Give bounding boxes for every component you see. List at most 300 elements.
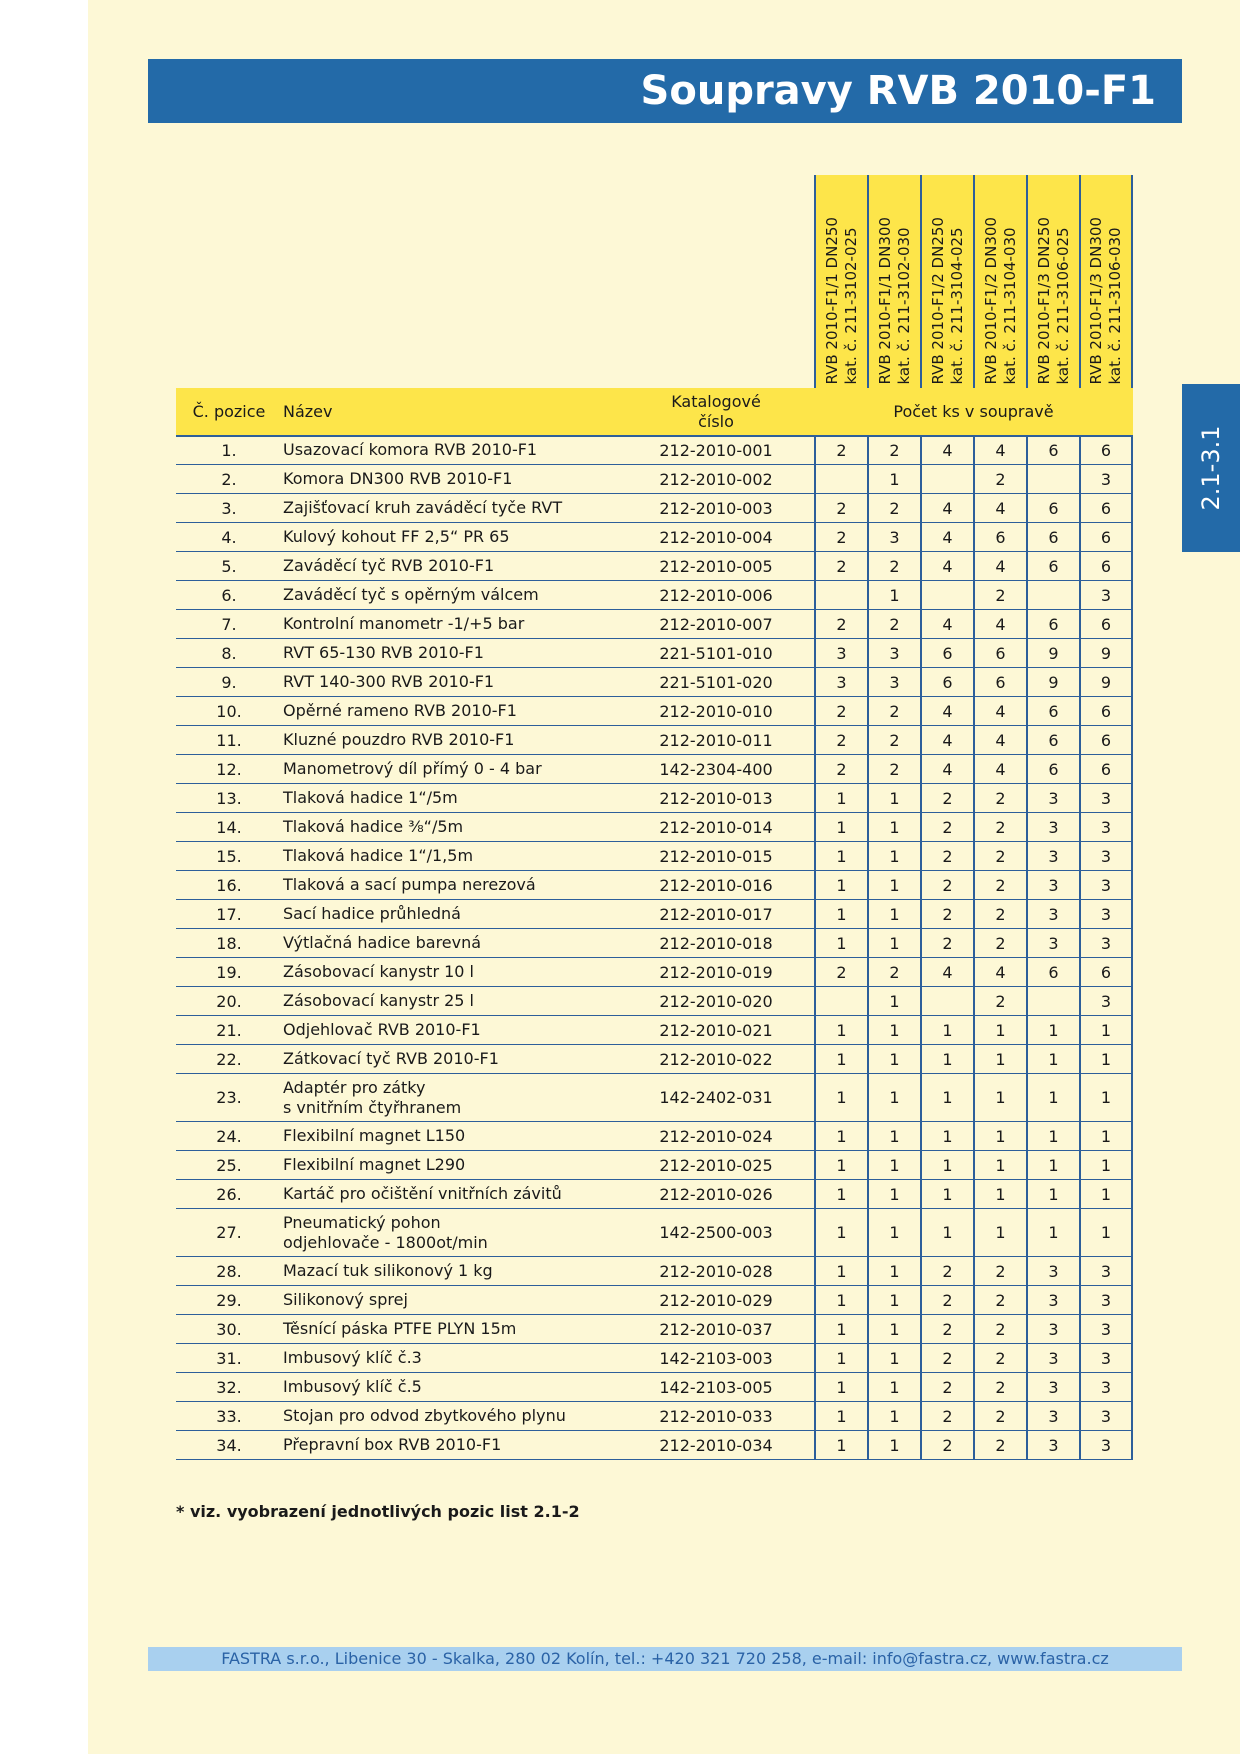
cell-catalog: 212-2010-020 [659, 991, 773, 1011]
variant-name: RVB 2010-F1/3 DN250 [1034, 216, 1053, 384]
cell-catalog: 212-2010-016 [659, 875, 773, 895]
cell-name-text [283, 701, 517, 721]
cell-quantity: 2 [920, 784, 973, 812]
cell-quantity: 6 [1079, 755, 1133, 783]
cell-quantity: 4 [920, 552, 973, 580]
cell-quantity: 2 [814, 697, 867, 725]
cell-quantity: 2 [973, 581, 1026, 609]
cell-quantity: 3 [1079, 1257, 1133, 1285]
variant-catalog: kat. č. 211-3104-025 [947, 226, 966, 384]
cell-quantity: 2 [867, 755, 920, 783]
cell-quantity: 1 [867, 1373, 920, 1401]
cell-quantity: 9 [1026, 668, 1079, 696]
cell-name [283, 1016, 633, 1044]
cell-quantity: 2 [920, 1286, 973, 1314]
cell-position: 11. [216, 730, 242, 750]
cell-position: 22. [216, 1049, 242, 1069]
table-row [176, 755, 1133, 784]
cell-quantity [814, 581, 867, 609]
cell-name-line1: RVT 65-130 RVB 2010-F1 [283, 643, 484, 662]
cell-quantity: 1 [920, 1209, 973, 1256]
cell-name [283, 929, 633, 957]
cell-quantity [920, 581, 973, 609]
cell-quantity: 1 [814, 1074, 867, 1121]
cell-position: 12. [216, 759, 242, 779]
cell-name-line1: Zátkovací tyč RVB 2010-F1 [283, 1049, 499, 1068]
cell-catalog: 212-2010-010 [659, 701, 773, 721]
variant-header [920, 175, 973, 388]
variant-header [1026, 175, 1079, 388]
cell-quantity: 2 [814, 523, 867, 551]
cell-catalog: 212-2010-024 [659, 1126, 773, 1146]
cell-quantity: 1 [814, 1431, 867, 1459]
cell-quantity: 1 [1026, 1045, 1079, 1073]
cell-catalog: 212-2010-022 [659, 1049, 773, 1069]
table-row [176, 726, 1133, 755]
cell-quantity: 1 [920, 1016, 973, 1044]
cell-quantity: 1 [973, 1209, 1026, 1256]
cell-quantity: 4 [973, 726, 1026, 754]
cell-name-text [283, 1078, 461, 1118]
cell-quantity: 2 [920, 813, 973, 841]
cell-name-line1: Kontrolní manometr -1/+5 bar [283, 614, 525, 633]
variant-catalog: kat. č. 211-3106-025 [1053, 226, 1072, 384]
cell-quantity: 3 [1079, 1373, 1133, 1401]
cell-quantity: 3 [1026, 1402, 1079, 1430]
cell-quantity: 2 [973, 871, 1026, 899]
table-row [176, 610, 1133, 639]
cell-name [283, 784, 633, 812]
cell-quantity: 2 [973, 842, 1026, 870]
cell-position: 26. [216, 1184, 242, 1204]
cell-position: 27. [216, 1223, 242, 1242]
variant-catalog: kat. č. 211-3102-030 [894, 226, 913, 384]
cell-quantity: 2 [973, 1402, 1026, 1430]
cell-catalog: 142-2103-003 [659, 1348, 773, 1368]
cell-quantity: 3 [1026, 842, 1079, 870]
cell-name-line1: Zaváděcí tyč RVB 2010-F1 [283, 556, 495, 575]
cell-catalog: 212-2010-013 [659, 788, 773, 808]
cell-position: 23. [216, 1088, 242, 1107]
cell-name-text [283, 1049, 499, 1069]
cell-quantity: 6 [1079, 697, 1133, 725]
cell-quantity: 1 [867, 900, 920, 928]
cell-quantity: 1 [973, 1074, 1026, 1121]
cell-name-line1: Tlaková hadice 1“/5m [283, 788, 458, 807]
cell-quantity: 1 [867, 1209, 920, 1256]
cell-quantity: 1 [1079, 1016, 1133, 1044]
cell-catalog: 212-2010-007 [659, 614, 773, 634]
cell-name [283, 668, 633, 696]
cell-name-line1: Komora DN300 RVB 2010-F1 [283, 469, 513, 488]
cell-quantity: 3 [1079, 1431, 1133, 1459]
cell-name-text [283, 904, 461, 924]
cell-name [283, 1074, 633, 1121]
cell-position: 33. [216, 1406, 242, 1426]
cell-name-line1: RVT 140-300 RVB 2010-F1 [283, 672, 495, 691]
cell-name-line1: Tlaková hadice ⅜“/5m [283, 817, 464, 836]
cell-quantity: 1 [1026, 1180, 1079, 1208]
cell-position: 7. [221, 614, 237, 634]
cell-catalog: 142-2103-005 [659, 1377, 773, 1397]
table-row [176, 465, 1133, 494]
cell-quantity: 2 [867, 494, 920, 522]
cell-name [283, 697, 633, 725]
title-bar [148, 59, 1182, 123]
cell-quantity: 6 [1026, 958, 1079, 986]
cell-quantity: 2 [814, 436, 867, 464]
cell-name-text [283, 1319, 516, 1339]
cell-name-line1: Manometrový díl přímý 0 - 4 bar [283, 759, 542, 778]
cell-name [283, 755, 633, 783]
cell-quantity: 1 [973, 1151, 1026, 1179]
cell-quantity: 1 [1026, 1074, 1079, 1121]
cell-catalog: 212-2010-019 [659, 962, 773, 982]
cell-quantity: 6 [920, 668, 973, 696]
cell-catalog: 142-2304-400 [659, 759, 773, 779]
cell-name-line1: Flexibilní magnet L290 [283, 1155, 466, 1174]
cell-quantity: 1 [973, 1016, 1026, 1044]
cell-quantity: 6 [1079, 552, 1133, 580]
cell-quantity: 6 [1079, 523, 1133, 551]
table-row [176, 1402, 1133, 1431]
cell-quantity: 4 [920, 726, 973, 754]
cell-quantity: 2 [973, 900, 1026, 928]
cell-name-text [283, 643, 484, 663]
cell-catalog: 142-2402-031 [659, 1088, 773, 1107]
cell-quantity: 2 [973, 813, 1026, 841]
cell-name-text [283, 556, 494, 576]
cell-quantity: 6 [1026, 610, 1079, 638]
cell-quantity: 1 [1079, 1180, 1133, 1208]
cell-name-text [283, 1406, 566, 1426]
cell-quantity: 3 [1079, 1315, 1133, 1343]
page-title: Soupravy RVB 2010-F1 [640, 68, 1156, 114]
cell-name-line1: Tlaková a sací pumpa nerezová [283, 875, 536, 894]
cell-quantity: 2 [814, 726, 867, 754]
cell-position: 14. [216, 817, 242, 837]
cell-name [283, 1315, 633, 1343]
footer-contact: FASTRA s.r.o., Libenice 30 - Skalka, 280 02 Kolín, tel.: +420 321 720 258, e-mail: info@fastra.cz, www.fastra.cz [221, 1649, 1109, 1668]
table-row [176, 523, 1133, 552]
cell-name [283, 1180, 633, 1208]
cell-quantity: 1 [814, 929, 867, 957]
cell-quantity: 4 [973, 436, 1026, 464]
cell-name [283, 1431, 633, 1459]
variant-name: RVB 2010-F1/1 DN300 [875, 216, 894, 384]
cell-quantity: 1 [920, 1151, 973, 1179]
cell-quantity: 2 [920, 1344, 973, 1372]
cell-quantity: 9 [1079, 668, 1133, 696]
cell-name-line1: Výtlačná hadice barevná [283, 933, 482, 952]
table-row [176, 842, 1133, 871]
cell-position: 25. [216, 1155, 242, 1175]
cell-name-text [283, 962, 474, 982]
cell-name-line1: Pneumatický pohon [283, 1212, 441, 1232]
cell-quantity: 4 [920, 610, 973, 638]
cell-quantity: 1 [867, 1257, 920, 1285]
cell-name-text [283, 440, 537, 460]
cell-quantity: 1 [867, 1286, 920, 1314]
table-row [176, 552, 1133, 581]
variant-header [973, 175, 1026, 388]
table-row [176, 1344, 1133, 1373]
table-row [176, 581, 1133, 610]
cell-quantity: 3 [1079, 1344, 1133, 1372]
cell-quantity: 1 [814, 1373, 867, 1401]
cell-quantity: 1 [1079, 1151, 1133, 1179]
cell-quantity: 6 [1079, 494, 1133, 522]
cell-catalog: 212-2010-025 [659, 1155, 773, 1175]
cell-quantity: 1 [867, 1344, 920, 1372]
cell-quantity: 2 [867, 436, 920, 464]
cell-catalog: 212-2010-029 [659, 1290, 773, 1310]
cell-quantity: 1 [814, 1286, 867, 1314]
cell-position: 13. [216, 788, 242, 808]
cell-quantity: 2 [973, 784, 1026, 812]
cell-name-line1: Odjehlovač RVB 2010-F1 [283, 1020, 481, 1039]
table-row [176, 494, 1133, 523]
cell-position: 8. [221, 643, 237, 663]
cell-quantity: 1 [814, 1016, 867, 1044]
cell-quantity: 2 [973, 1431, 1026, 1459]
variant-name: RVB 2010-F1/1 DN250 [822, 216, 841, 384]
cell-name-line1: Silikonový sprej [283, 1290, 408, 1309]
cell-name-text [283, 1126, 465, 1146]
cell-catalog: 221-5101-020 [659, 672, 773, 692]
cell-name-line1: Zajišťovací kruh zaváděcí tyče RVT [283, 498, 563, 517]
cell-catalog: 212-2010-018 [659, 933, 773, 953]
table-row [176, 900, 1133, 929]
table-row [176, 668, 1133, 697]
cell-name-line1: Zaváděcí tyč s opěrným válcem [283, 585, 539, 604]
cell-quantity: 6 [1026, 552, 1079, 580]
cell-name [283, 987, 633, 1015]
cell-quantity: 1 [1026, 1209, 1079, 1256]
cell-quantity: 3 [1079, 871, 1133, 899]
cell-position: 21. [216, 1020, 242, 1040]
cell-catalog: 212-2010-005 [659, 556, 773, 576]
cell-quantity: 4 [920, 523, 973, 551]
header-position: Č. pozice [192, 402, 266, 421]
cell-quantity: 4 [920, 697, 973, 725]
cell-quantity: 1 [814, 1402, 867, 1430]
cell-name [283, 610, 633, 638]
cell-name-text [283, 1348, 422, 1368]
cell-quantity: 1 [1026, 1016, 1079, 1044]
cell-position: 1. [221, 440, 237, 460]
cell-name-text [283, 672, 494, 692]
cell-quantity: 6 [973, 523, 1026, 551]
cell-quantity: 2 [920, 1257, 973, 1285]
cell-quantity: 2 [973, 929, 1026, 957]
cell-catalog: 212-2010-017 [659, 904, 773, 924]
cell-quantity: 1 [973, 1180, 1026, 1208]
cell-name-line1: Přepravní box RVB 2010-F1 [283, 1435, 502, 1454]
cell-quantity: 3 [1026, 929, 1079, 957]
variant-header-text [1035, 179, 1073, 384]
cell-quantity: 1 [814, 900, 867, 928]
cell-quantity: 3 [1079, 1402, 1133, 1430]
cell-name-line1: Mazací tuk silikonový 1 kg [283, 1261, 493, 1280]
cell-name-line2: s vnitřním čtyřhranem [283, 1097, 462, 1117]
cell-name-line1: Adaptér pro zátky [283, 1077, 426, 1097]
cell-position: 5. [221, 556, 237, 576]
cell-quantity: 3 [1026, 1431, 1079, 1459]
cell-quantity: 1 [1026, 1122, 1079, 1150]
cell-quantity: 2 [814, 552, 867, 580]
table-row [176, 958, 1133, 987]
cell-quantity: 1 [920, 1074, 973, 1121]
cell-name [283, 813, 633, 841]
cell-name-line1: Zásobovací kanystr 10 l [283, 962, 474, 981]
cell-catalog: 212-2010-006 [659, 585, 773, 605]
side-tab-label: 2.1-3.1 [1197, 425, 1225, 511]
variant-catalog: kat. č. 211-3106-030 [1106, 226, 1124, 384]
cell-quantity: 3 [1079, 900, 1133, 928]
cell-name [283, 900, 633, 928]
cell-catalog: 212-2010-002 [659, 469, 773, 489]
cell-quantity [814, 987, 867, 1015]
header-catalog-line1: Katalogové [671, 392, 761, 411]
cell-name-text [283, 469, 512, 489]
cell-position: 20. [216, 991, 242, 1011]
cell-quantity: 4 [920, 494, 973, 522]
cell-quantity: 2 [814, 755, 867, 783]
cell-name-text [283, 527, 510, 547]
cell-quantity [1026, 987, 1079, 1015]
cell-name [283, 494, 633, 522]
table-row [176, 784, 1133, 813]
cell-quantity [1026, 465, 1079, 493]
cell-quantity: 3 [1026, 871, 1079, 899]
cell-name-text [283, 817, 463, 837]
header-name: Název [283, 402, 333, 421]
cell-quantity: 1 [920, 1180, 973, 1208]
cell-quantity: 1 [1026, 1151, 1079, 1179]
cell-quantity: 6 [973, 639, 1026, 667]
cell-quantity: 3 [1079, 929, 1133, 957]
cell-quantity: 3 [1079, 784, 1133, 812]
cell-quantity: 1 [867, 813, 920, 841]
cell-quantity: 4 [973, 610, 1026, 638]
cell-name [283, 1373, 633, 1401]
cell-name-text [283, 1435, 501, 1455]
cell-name-line1: Imbusový klíč č.3 [283, 1348, 422, 1367]
header-catalog [626, 392, 806, 432]
cell-quantity: 2 [973, 1257, 1026, 1285]
cell-name-text [283, 875, 536, 895]
cell-position: 28. [216, 1261, 242, 1281]
cell-name [283, 1257, 633, 1285]
cell-quantity: 2 [867, 958, 920, 986]
table-row [176, 1209, 1133, 1257]
cell-name-text [283, 991, 474, 1011]
cell-quantity: 2 [867, 610, 920, 638]
cell-quantity: 6 [1026, 436, 1079, 464]
variant-catalog: kat. č. 211-3102-025 [841, 226, 860, 384]
cell-quantity: 3 [1079, 465, 1133, 493]
cell-quantity: 1 [920, 1045, 973, 1073]
cell-name-line1: Usazovací komora RVB 2010-F1 [283, 440, 538, 459]
cell-quantity: 6 [973, 668, 1026, 696]
table-header [176, 388, 1133, 436]
table-row [176, 1431, 1133, 1460]
cell-quantity: 9 [1079, 639, 1133, 667]
variant-header-text [929, 179, 967, 384]
cell-name-text [283, 1020, 481, 1040]
cell-quantity: 2 [867, 552, 920, 580]
cell-position: 29. [216, 1290, 242, 1310]
table-row [176, 813, 1133, 842]
table-row [176, 639, 1133, 668]
cell-name-line1: Těsnící páska PTFE PLYN 15m [283, 1319, 517, 1338]
cell-name [283, 552, 633, 580]
cell-quantity: 3 [867, 639, 920, 667]
cell-quantity: 1 [814, 1045, 867, 1073]
table-row [176, 1045, 1133, 1074]
cell-quantity: 4 [973, 552, 1026, 580]
cell-quantity: 2 [814, 610, 867, 638]
cell-name-text [283, 585, 539, 605]
cell-quantity: 6 [1026, 523, 1079, 551]
cell-quantity: 2 [973, 987, 1026, 1015]
cell-quantity: 2 [920, 1315, 973, 1343]
cell-quantity: 1 [920, 1122, 973, 1150]
cell-quantity: 1 [867, 1402, 920, 1430]
cell-position: 16. [216, 875, 242, 895]
cell-quantity: 1 [814, 1180, 867, 1208]
cell-name-line1: Zásobovací kanystr 25 l [283, 991, 474, 1010]
cell-name [283, 1209, 633, 1256]
cell-position: 4. [221, 527, 237, 547]
cell-position: 9. [221, 672, 237, 692]
cell-quantity: 3 [1026, 1257, 1079, 1285]
cell-quantity: 1 [867, 929, 920, 957]
cell-quantity: 2 [920, 1431, 973, 1459]
cell-name [283, 1122, 633, 1150]
cell-position: 2. [221, 469, 237, 489]
header-count: Počet ks v soupravě [893, 402, 1054, 421]
parts-table [176, 436, 1133, 1460]
cell-position: 24. [216, 1126, 242, 1146]
cell-quantity: 1 [814, 1122, 867, 1150]
cell-name [283, 581, 633, 609]
cell-name-line1: Sací hadice průhledná [283, 904, 461, 923]
cell-quantity: 1 [867, 1122, 920, 1150]
variant-header-text [982, 179, 1020, 384]
table-row [176, 1074, 1133, 1122]
cell-name [283, 465, 633, 493]
cell-quantity: 1 [1079, 1074, 1133, 1121]
cell-quantity: 3 [1026, 813, 1079, 841]
cell-name-text [283, 933, 481, 953]
cell-quantity: 6 [1079, 958, 1133, 986]
cell-catalog: 221-5101-010 [659, 643, 773, 663]
cell-quantity: 3 [1026, 1344, 1079, 1372]
cell-quantity: 2 [920, 842, 973, 870]
cell-quantity: 4 [973, 697, 1026, 725]
cell-quantity: 3 [1079, 813, 1133, 841]
cell-quantity: 2 [920, 1402, 973, 1430]
footnote: * viz. vyobrazení jednotlivých pozic list 2.1-2 [176, 1502, 580, 1521]
cell-position: 6. [221, 585, 237, 605]
cell-quantity: 2 [973, 1286, 1026, 1314]
cell-quantity: 6 [1026, 755, 1079, 783]
cell-quantity: 1 [973, 1045, 1026, 1073]
cell-name-line1: Stojan pro odvod zbytkového plynu [283, 1406, 566, 1425]
cell-quantity: 3 [1079, 842, 1133, 870]
